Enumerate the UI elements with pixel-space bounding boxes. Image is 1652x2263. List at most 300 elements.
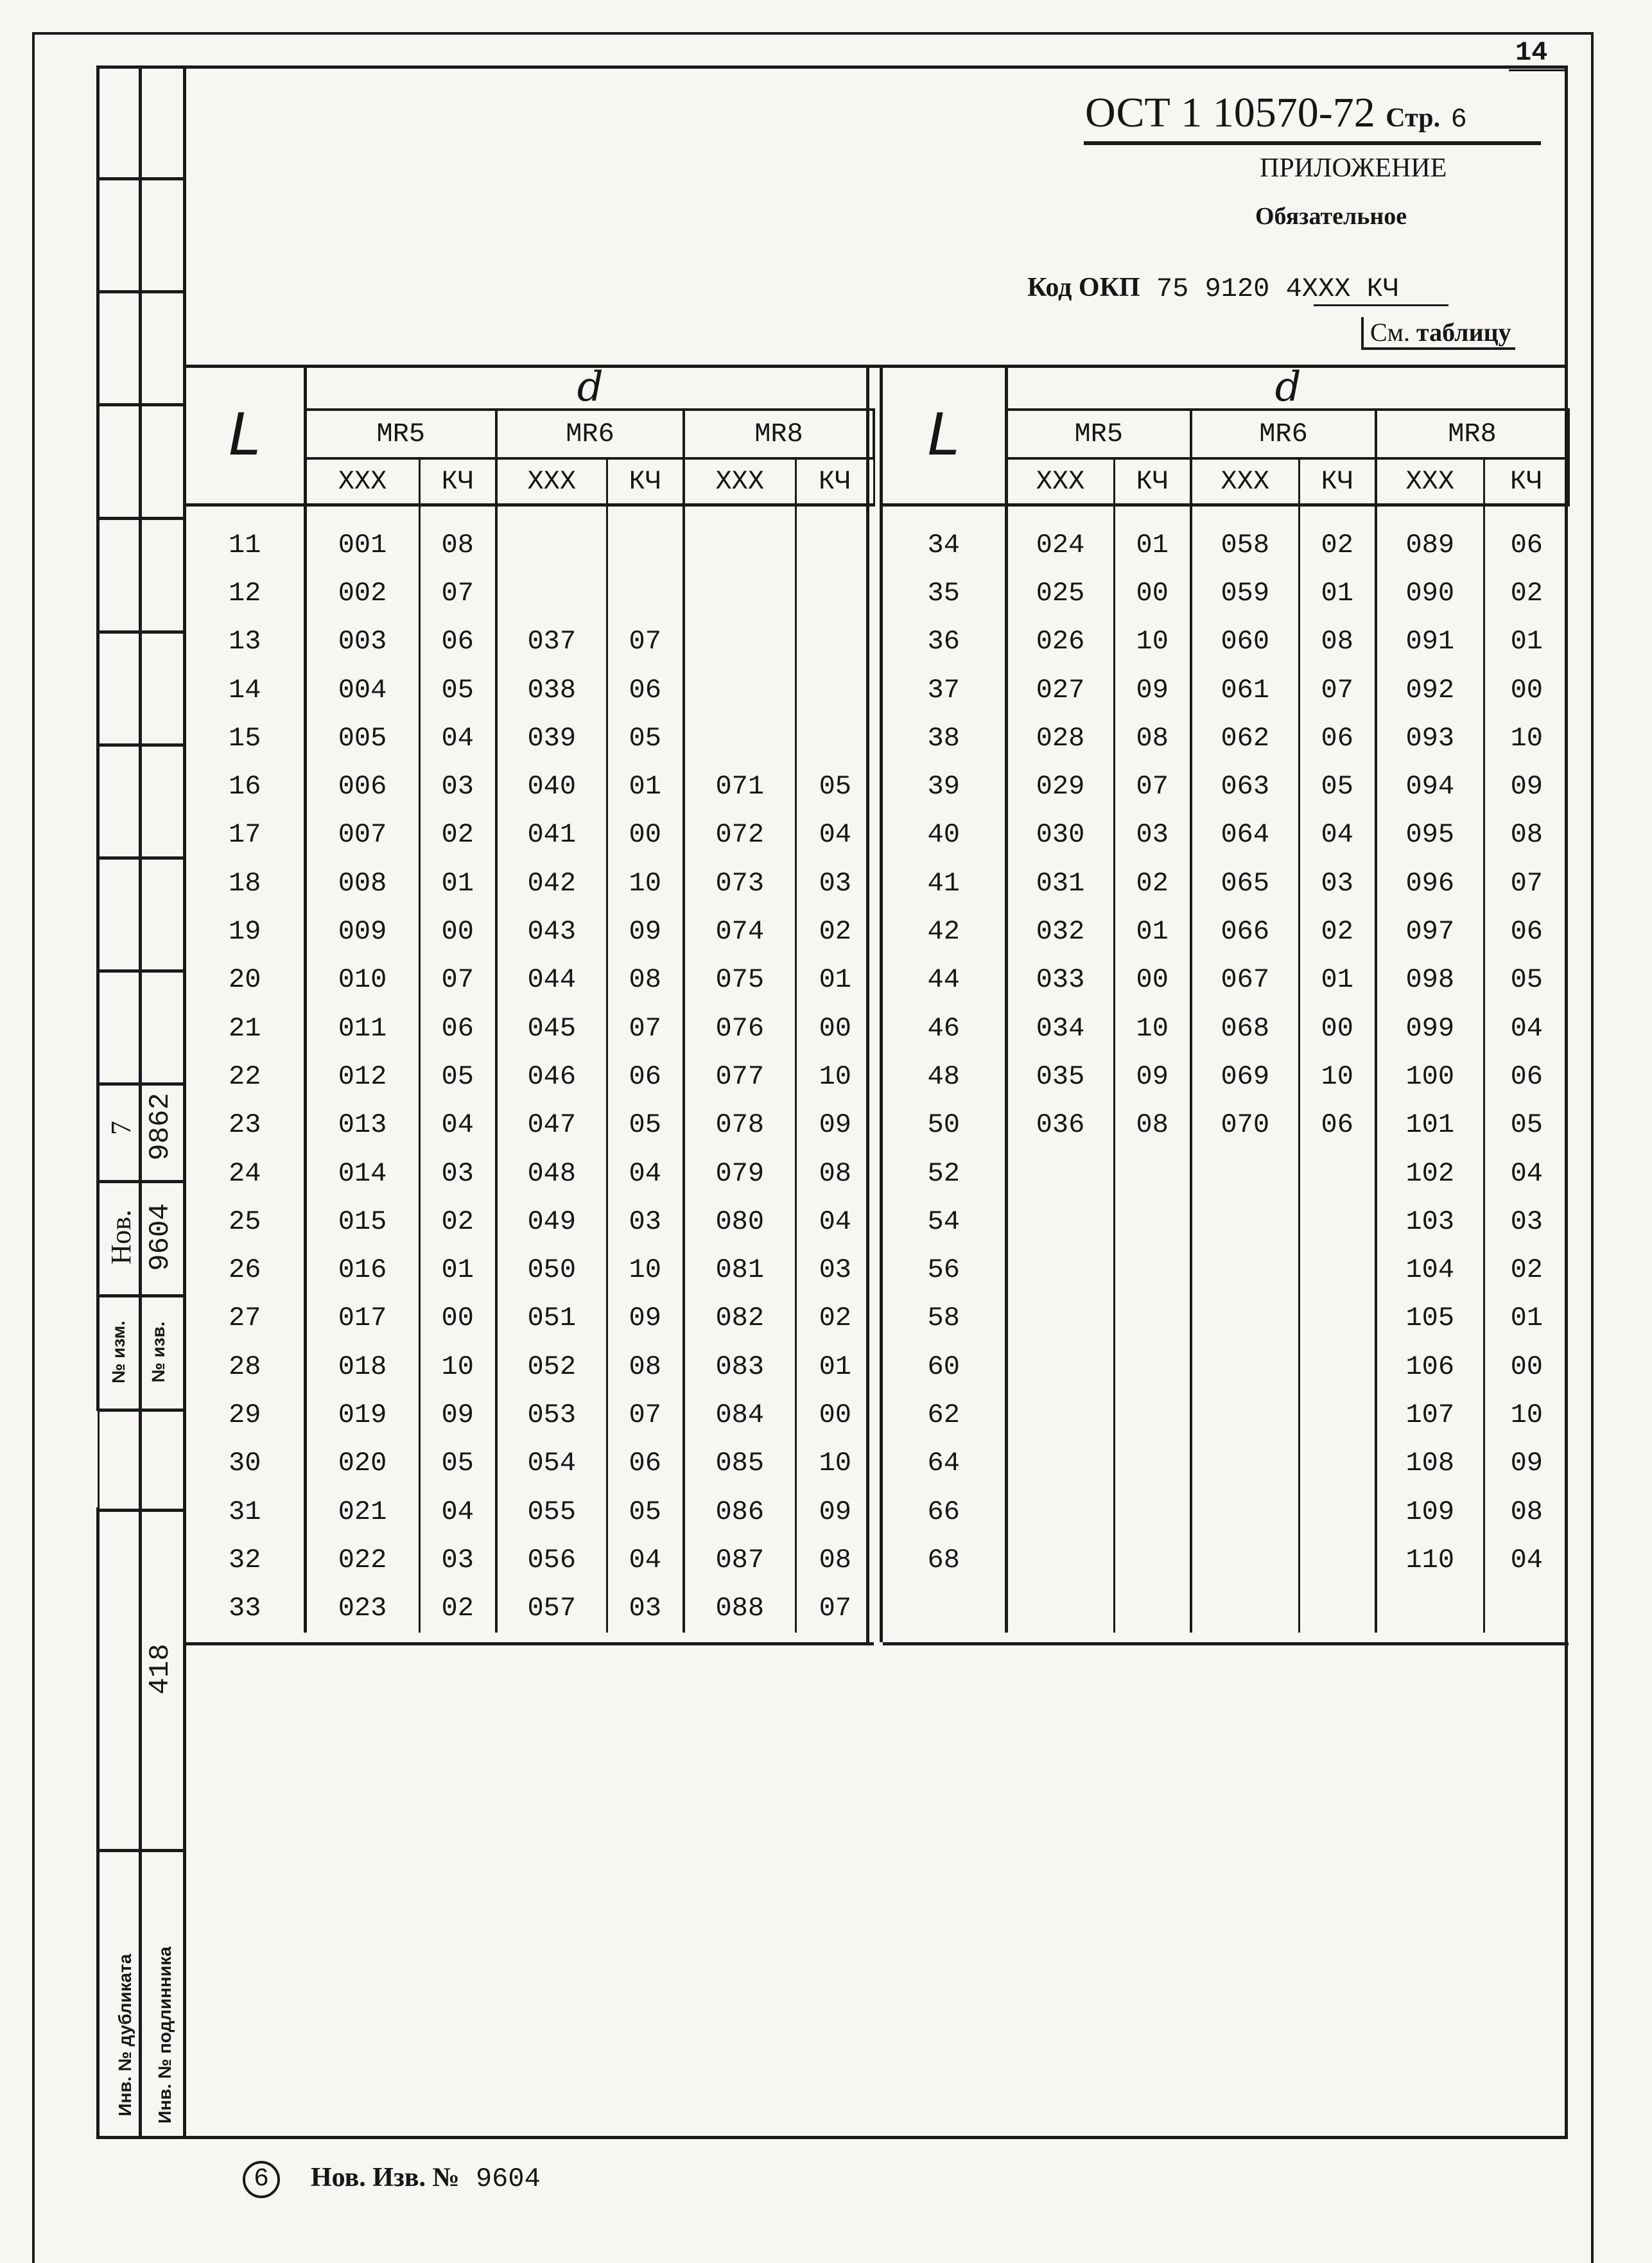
mr8-kch-cell: 03 <box>1510 1206 1543 1237</box>
mr6-kch-cell: 09 <box>607 907 684 955</box>
mr6-kch-cell <box>1299 1536 1376 1584</box>
standard-designation <box>1085 89 1467 137</box>
mr5-xxx-cell: 024 <box>1006 521 1114 569</box>
mr6-xxx-cell: 069 <box>1191 1052 1299 1100</box>
length-cell: 24 <box>186 1149 305 1197</box>
mr5-xxx-cell <box>1006 1197 1114 1245</box>
mr8-xxx-cell: 099 <box>1376 1004 1484 1052</box>
table-spacer-row <box>883 505 1569 521</box>
mr6-kch-cell: 01 <box>607 762 684 810</box>
mr6-kch-cell: 02 <box>1299 521 1376 569</box>
code-tail-underline <box>1314 304 1448 306</box>
mr8-kch-cell: 00 <box>1510 1351 1543 1382</box>
length-cell: 32 <box>186 1536 305 1584</box>
mr5-kch-cell: 05 <box>419 666 496 714</box>
mr5-kch-cell: 08 <box>1114 714 1191 762</box>
mr8-xxx-cell: 106 <box>1376 1342 1484 1391</box>
mr5-xxx-cell: 033 <box>1006 956 1114 1004</box>
table-row <box>186 1487 874 1536</box>
mr6-xxx-cell: 050 <box>496 1245 607 1294</box>
side-notice-b: 9862 <box>144 1093 177 1161</box>
mr6-xxx-cell: 043 <box>496 907 607 955</box>
spacer-cell <box>186 505 305 521</box>
side-inventory-duplicate-label: Инв. № дубликата <box>115 1954 135 2117</box>
length-cell: 40 <box>883 811 1006 859</box>
mr8-kch-cell: 05 <box>819 771 851 802</box>
bottom-cell <box>186 1633 305 1644</box>
length-cell: 66 <box>883 1487 1006 1536</box>
mr8-xxx-cell: 109 <box>1376 1487 1484 1536</box>
mr8-xxx-cell <box>684 521 796 569</box>
mr5-kch-cell: 09 <box>1114 666 1191 714</box>
mr8-kch-cell <box>796 714 874 762</box>
mr6-kch-cell: 09 <box>607 1294 684 1342</box>
mr6-kch-cell <box>1299 1149 1376 1197</box>
side-change-number: 7 <box>105 1121 137 1135</box>
table-row <box>883 1439 1569 1487</box>
sheet-number: 14 <box>1515 37 1548 68</box>
mr8-xxx-cell <box>684 569 796 617</box>
change-notice-label: Нов. Изв. № <box>311 2163 460 2192</box>
bottom-cell <box>1114 1633 1191 1644</box>
mr8-xxx-cell: 078 <box>684 1101 796 1149</box>
mr5-xxx-cell <box>1006 1245 1114 1294</box>
group-header: MR5 <box>1006 410 1191 458</box>
mr6-xxx-cell <box>496 521 607 569</box>
mr6-xxx-cell: 060 <box>1191 618 1299 666</box>
group-header: MR6 <box>496 410 684 458</box>
mr6-xxx-cell <box>1191 1149 1299 1197</box>
mr6-xxx-cell <box>1191 1439 1299 1487</box>
mr8-xxx-cell <box>684 714 796 762</box>
mr5-xxx-cell: 031 <box>1006 859 1114 907</box>
mr8-kch-cell: 09 <box>1510 771 1543 802</box>
length-cell: 16 <box>186 762 305 810</box>
mr6-xxx-cell: 059 <box>1191 569 1299 617</box>
length-cell: 22 <box>186 1052 305 1100</box>
mr8-xxx-cell: 093 <box>1376 714 1484 762</box>
sub-header-kch: КЧ <box>1114 458 1191 505</box>
mr5-kch-cell: 04 <box>419 1101 496 1149</box>
mr8-xxx-cell: 100 <box>1376 1052 1484 1100</box>
mr6-xxx-cell: 049 <box>496 1197 607 1245</box>
side-rule <box>96 743 186 747</box>
mr8-kch-cell: 01 <box>1510 1303 1543 1334</box>
mr5-kch-cell: 04 <box>419 1487 496 1536</box>
length-cell: 36 <box>883 618 1006 666</box>
mr5-xxx-cell: 021 <box>305 1487 419 1536</box>
mr6-kch-cell <box>1299 1439 1376 1487</box>
mr6-xxx-cell: 056 <box>496 1536 607 1584</box>
mr6-xxx-cell: 061 <box>1191 666 1299 714</box>
mr5-xxx-cell <box>1006 1536 1114 1584</box>
side-rule <box>96 856 186 860</box>
length-cell: 28 <box>186 1342 305 1391</box>
mr8-kch-cell: 04 <box>1510 1012 1543 1044</box>
side-rule <box>96 630 186 634</box>
mr5-kch-cell: 02 <box>1114 859 1191 907</box>
mr6-kch-cell: 10 <box>607 859 684 907</box>
mr5-xxx-cell <box>1006 1391 1114 1439</box>
table-row <box>186 1197 874 1245</box>
table-row <box>186 1536 874 1584</box>
side-rule <box>96 517 186 520</box>
mr5-xxx-cell: 011 <box>305 1004 419 1052</box>
mr8-kch-cell: 01 <box>1510 626 1543 657</box>
length-cell: 13 <box>186 618 305 666</box>
see-table-note <box>1361 317 1515 350</box>
table-row <box>883 521 1569 569</box>
mr5-xxx-cell: 012 <box>305 1052 419 1100</box>
table-separator <box>866 367 883 1642</box>
mr8-xxx-cell: 095 <box>1376 811 1484 859</box>
spacer-cell <box>1006 505 1114 521</box>
see-label: См. <box>1370 318 1410 347</box>
side-rule <box>96 1180 186 1183</box>
side-rule <box>96 403 186 406</box>
mr8-xxx-cell: 104 <box>1376 1245 1484 1294</box>
table-row <box>186 1439 874 1487</box>
mr5-xxx-cell: 018 <box>305 1342 419 1391</box>
outer-border-left <box>32 32 35 2263</box>
length-cell: 31 <box>186 1487 305 1536</box>
length-cell: 20 <box>186 956 305 1004</box>
length-cell: 30 <box>186 1439 305 1487</box>
length-cell: 44 <box>883 956 1006 1004</box>
table-row <box>186 1342 874 1391</box>
mr5-xxx-cell: 017 <box>305 1294 419 1342</box>
table-row <box>883 1294 1569 1342</box>
bottom-cell <box>1191 1633 1299 1644</box>
mr5-xxx-cell: 003 <box>305 618 419 666</box>
length-cell: 60 <box>883 1342 1006 1391</box>
mr8-xxx-cell: 071 <box>684 762 796 810</box>
mr5-kch-cell: 00 <box>419 1294 496 1342</box>
mr5-xxx-cell: 029 <box>1006 762 1114 810</box>
side-change-label: № изм. <box>109 1321 128 1383</box>
table-row <box>883 714 1569 762</box>
length-header: L <box>186 366 305 505</box>
mr6-kch-cell: 00 <box>1299 1004 1376 1052</box>
mr5-xxx-cell <box>1006 1342 1114 1391</box>
mr5-kch-cell: 01 <box>419 1245 496 1294</box>
mr5-xxx-cell: 007 <box>305 811 419 859</box>
mr6-kch-cell: 08 <box>1299 618 1376 666</box>
side-rule <box>96 1509 186 1512</box>
length-cell: 52 <box>883 1149 1006 1197</box>
mr8-xxx-cell <box>684 618 796 666</box>
mr8-kch-cell: 00 <box>819 1012 851 1044</box>
mr8-kch-cell <box>796 521 874 569</box>
mr8-kch-cell: 02 <box>819 1303 851 1334</box>
mr6-kch-cell: 05 <box>607 1487 684 1536</box>
length-cell: 38 <box>883 714 1006 762</box>
table-row <box>883 1004 1569 1052</box>
mr6-xxx-cell: 053 <box>496 1391 607 1439</box>
diameter-header: d <box>305 366 874 410</box>
code-table-right <box>883 363 1570 1645</box>
mr8-xxx-cell: 110 <box>1376 1536 1484 1584</box>
spacer-cell <box>496 505 607 521</box>
mr6-xxx-cell: 066 <box>1191 907 1299 955</box>
side-inventory-original-label: Инв. № подлинника <box>155 1947 175 2124</box>
spacer-cell <box>1376 505 1484 521</box>
mr6-kch-cell: 08 <box>607 956 684 1004</box>
length-cell: 18 <box>186 859 305 907</box>
mr5-kch-cell: 06 <box>419 618 496 666</box>
side-rule <box>96 1849 186 1852</box>
page-label: Стр. <box>1386 103 1441 133</box>
mr5-kch-cell <box>1114 1487 1191 1536</box>
spacer-cell <box>305 505 419 521</box>
mr8-kch-cell: 09 <box>819 1496 851 1527</box>
mr5-kch-cell: 08 <box>1114 1101 1191 1149</box>
mr8-xxx-cell: 079 <box>684 1149 796 1197</box>
bottom-cell <box>496 1633 607 1644</box>
mr8-xxx-cell: 098 <box>1376 956 1484 1004</box>
table-row <box>883 1245 1569 1294</box>
mr8-kch-cell: 04 <box>1510 1544 1543 1575</box>
mr6-xxx-cell: 054 <box>496 1439 607 1487</box>
length-cell: 42 <box>883 907 1006 955</box>
mr5-xxx-cell <box>1006 1294 1114 1342</box>
bottom-cell <box>305 1633 419 1644</box>
mr6-xxx-cell: 068 <box>1191 1004 1299 1052</box>
mr6-kch-cell: 05 <box>607 1101 684 1149</box>
length-cell: 25 <box>186 1197 305 1245</box>
mr6-kch-cell <box>1299 1197 1376 1245</box>
length-cell: 41 <box>883 859 1006 907</box>
length-cell: 64 <box>883 1439 1006 1487</box>
mr5-kch-cell <box>1114 1245 1191 1294</box>
side-rule <box>96 1082 186 1086</box>
mr6-kch-cell <box>1299 1245 1376 1294</box>
mr8-xxx-cell: 083 <box>684 1342 796 1391</box>
mr6-kch-cell: 07 <box>607 1391 684 1439</box>
mr6-kch-cell: 03 <box>607 1197 684 1245</box>
table-row <box>186 1101 874 1149</box>
bottom-cell <box>1006 1633 1114 1644</box>
mr8-xxx-cell: 090 <box>1376 569 1484 617</box>
table-row <box>186 1004 874 1052</box>
mr8-xxx-cell: 096 <box>1376 859 1484 907</box>
mr5-kch-cell: 00 <box>1114 569 1191 617</box>
mr6-kch-cell: 08 <box>607 1342 684 1391</box>
mr5-xxx-cell: 019 <box>305 1391 419 1439</box>
mr8-kch-cell: 01 <box>819 1351 851 1382</box>
mr8-xxx-cell: 072 <box>684 811 796 859</box>
side-notice-label: № изв. <box>148 1321 168 1383</box>
mr6-xxx-cell: 048 <box>496 1149 607 1197</box>
length-cell: 17 <box>186 811 305 859</box>
table-row <box>186 666 874 714</box>
sub-header-xxx: XXX <box>305 458 419 505</box>
length-cell: 11 <box>186 521 305 569</box>
mr5-kch-cell <box>1114 1439 1191 1487</box>
side-inventory-number: 418 <box>144 1643 177 1695</box>
sub-header-kch: КЧ <box>419 458 496 505</box>
mr8-xxx-cell: 091 <box>1376 618 1484 666</box>
mr6-xxx-cell <box>1191 1487 1299 1536</box>
table-row <box>186 618 874 666</box>
bottom-cell <box>419 1633 496 1644</box>
table-bottom-row <box>186 1633 874 1644</box>
mr5-kch-cell: 07 <box>419 956 496 1004</box>
length-cell: 34 <box>883 521 1006 569</box>
mr5-kch-cell: 06 <box>419 1004 496 1052</box>
mr6-kch-cell: 10 <box>1299 1052 1376 1100</box>
length-cell: 29 <box>186 1391 305 1439</box>
mr6-kch-cell <box>1299 1342 1376 1391</box>
mr8-xxx-cell: 088 <box>684 1584 796 1633</box>
side-gap-cover <box>90 1411 98 1507</box>
mr8-kch-cell: 01 <box>819 964 851 996</box>
table-row <box>883 569 1569 617</box>
side-rule <box>96 969 186 973</box>
mr8-kch-cell: 08 <box>819 1158 851 1189</box>
table-row <box>186 811 874 859</box>
mr6-xxx-cell <box>1191 1391 1299 1439</box>
mr8-xxx-cell: 077 <box>684 1052 796 1100</box>
spacer-cell <box>796 505 874 521</box>
table-bottom-row <box>883 1633 1569 1644</box>
mr5-xxx-cell <box>1006 1584 1114 1633</box>
mr6-kch-cell: 07 <box>607 1004 684 1052</box>
side-rule <box>96 1294 186 1297</box>
table-row <box>186 1052 874 1100</box>
mr6-xxx-cell: 052 <box>496 1342 607 1391</box>
sub-header-xxx: XXX <box>1191 458 1299 505</box>
mr6-kch-cell: 06 <box>607 666 684 714</box>
mr8-kch-cell: 07 <box>819 1593 851 1624</box>
spacer-cell <box>1299 505 1376 521</box>
mr5-kch-cell: 07 <box>1114 762 1191 810</box>
table-row <box>186 1149 874 1197</box>
bottom-cell <box>1376 1633 1484 1644</box>
mr8-kch-cell: 06 <box>1510 1061 1543 1092</box>
mr6-kch-cell: 05 <box>607 714 684 762</box>
mr8-kch-cell: 02 <box>1510 1254 1543 1286</box>
mr6-kch-cell <box>1299 1584 1376 1633</box>
mr8-kch-cell: 09 <box>819 1109 851 1141</box>
length-cell: 35 <box>883 569 1006 617</box>
mr5-xxx-cell: 032 <box>1006 907 1114 955</box>
length-cell: 14 <box>186 666 305 714</box>
mr5-kch-cell <box>1114 1149 1191 1197</box>
mr5-kch-cell: 05 <box>419 1052 496 1100</box>
standard-underline <box>1084 141 1541 145</box>
length-cell <box>883 1584 1006 1633</box>
mr8-xxx-cell: 097 <box>1376 907 1484 955</box>
mr5-kch-cell: 05 <box>419 1439 496 1487</box>
code-label: Код ОКП <box>1027 273 1140 302</box>
mr5-kch-cell: 04 <box>419 714 496 762</box>
length-cell: 39 <box>883 762 1006 810</box>
mr5-kch-cell: 09 <box>1114 1052 1191 1100</box>
sub-header-xxx: XXX <box>1006 458 1114 505</box>
sub-header-kch: КЧ <box>1299 458 1376 505</box>
mr8-xxx-cell: 092 <box>1376 666 1484 714</box>
product-code <box>1027 272 1399 304</box>
mr6-xxx-cell: 037 <box>496 618 607 666</box>
table-row <box>186 569 874 617</box>
outer-border-top <box>32 32 1592 35</box>
page-value: 6 <box>1450 104 1467 135</box>
mr8-kch-cell: 06 <box>1510 916 1543 948</box>
table-row <box>186 1294 874 1342</box>
mr8-xxx-cell: 103 <box>1376 1197 1484 1245</box>
mr6-kch-cell <box>1299 1391 1376 1439</box>
side-new-label: Нов. <box>105 1210 137 1265</box>
table-row <box>186 1391 874 1439</box>
mr5-kch-cell: 02 <box>419 1197 496 1245</box>
mr5-kch-cell: 02 <box>419 1584 496 1633</box>
table-row <box>883 1101 1569 1149</box>
mr6-kch-cell: 03 <box>607 1584 684 1633</box>
mr6-xxx-cell: 065 <box>1191 859 1299 907</box>
mr8-kch-cell: 05 <box>1510 1109 1543 1141</box>
mr8-xxx-cell: 084 <box>684 1391 796 1439</box>
mr8-xxx-cell: 108 <box>1376 1439 1484 1487</box>
mr8-xxx-cell: 085 <box>684 1439 796 1487</box>
mr6-kch-cell: 06 <box>1299 1101 1376 1149</box>
mr6-kch-cell: 06 <box>607 1439 684 1487</box>
mr6-kch-cell: 01 <box>1299 569 1376 617</box>
mr6-xxx-cell <box>1191 1197 1299 1245</box>
spacer-cell <box>684 505 796 521</box>
length-header: L <box>883 366 1006 505</box>
mr5-kch-cell: 10 <box>1114 618 1191 666</box>
length-cell: 56 <box>883 1245 1006 1294</box>
table-row <box>883 1487 1569 1536</box>
table-row <box>186 762 874 810</box>
mr6-kch-cell: 01 <box>1299 956 1376 1004</box>
mr8-xxx-cell: 107 <box>1376 1391 1484 1439</box>
mr8-xxx-cell: 076 <box>684 1004 796 1052</box>
mr8-kch-cell: 08 <box>1510 819 1543 851</box>
mr5-xxx-cell: 028 <box>1006 714 1114 762</box>
length-cell: 58 <box>883 1294 1006 1342</box>
mr6-xxx-cell: 063 <box>1191 762 1299 810</box>
mr6-kch-cell <box>1299 1487 1376 1536</box>
mr6-kch-cell <box>1299 1294 1376 1342</box>
mr8-xxx-cell: 089 <box>1376 521 1484 569</box>
mr6-xxx-cell: 058 <box>1191 521 1299 569</box>
code-value: 75 9120 <box>1156 273 1270 304</box>
mr8-kch-cell: 02 <box>1510 577 1543 609</box>
sub-header-xxx: XXX <box>1376 458 1484 505</box>
length-cell: 46 <box>883 1004 1006 1052</box>
mr8-kch-cell: 08 <box>819 1544 851 1575</box>
table-spacer-row <box>186 505 874 521</box>
table-row <box>883 907 1569 955</box>
mr6-xxx-cell: 040 <box>496 762 607 810</box>
group-header: MR8 <box>1376 410 1569 458</box>
mr8-kch-cell: 04 <box>819 819 851 851</box>
bottom-cell <box>883 1633 1006 1644</box>
table-row <box>186 714 874 762</box>
table-row <box>186 907 874 955</box>
side-rule <box>96 290 186 293</box>
mr6-xxx-cell <box>1191 1294 1299 1342</box>
mr8-kch-cell <box>796 618 874 666</box>
length-cell: 48 <box>883 1052 1006 1100</box>
mr6-kch-cell: 10 <box>607 1245 684 1294</box>
table-row <box>883 859 1569 907</box>
side-rule <box>96 177 186 180</box>
mr8-kch-cell: 02 <box>819 916 851 948</box>
mr8-xxx-cell: 105 <box>1376 1294 1484 1342</box>
